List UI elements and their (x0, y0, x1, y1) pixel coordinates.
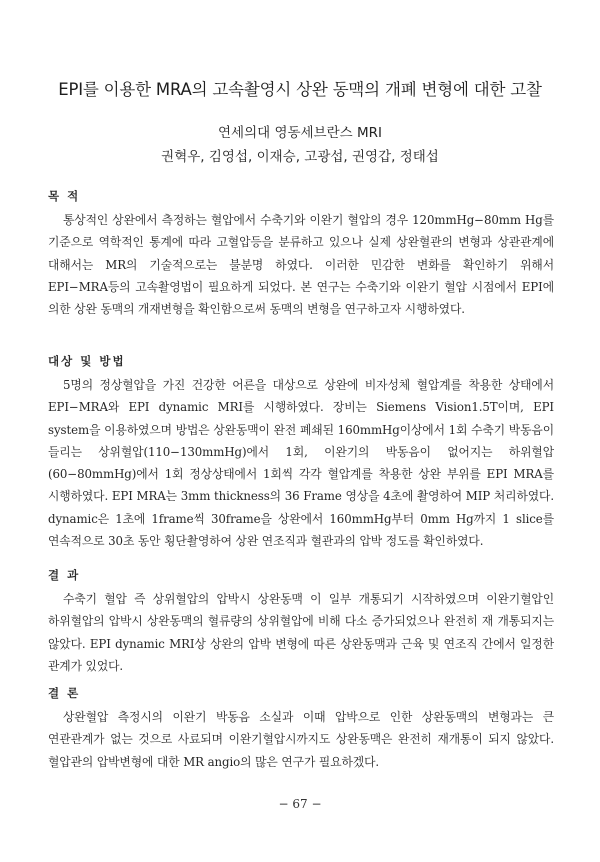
section-heading-methods: 대상 및 방법 (48, 354, 126, 368)
section-conclusion (48, 685, 554, 773)
section-body-purpose: 통상적인 상완에서 측정하는 혈압에서 수축기와 이완기 혈압의 경우 120mmHg−80mm Hg를 기준으로 역학적인 통계에 따라 고혈압등을 분류하고 있으나 실제 상완혈관의 변형과 상관관계에 대해서는 MR의 기술적으로는 불분명 하였다. 이러한 민감한 변화를 확인하기 위해서 EPI−MRA등의 고속촬영법이 필요하게 되었다. 본 연구는 수축기와 이완기 혈압 시점에서 EPI에 의한 상완 동맥의 개재변형을 확인함으로써 동맥의 변형을 연구하고자 시행하였다. (48, 213, 554, 317)
page-number: − 67 − (278, 797, 322, 811)
section-body-results: 수축기 혈압 즉 상위혈압의 압박시 상완동맥 이 일부 개통되기 시작하였으며 이완기혈압인 하위혈압의 압박시 상완동맥의 혈류량의 상위혈압에 비해 다소 증가되었으나 완전히 재 개통되지는 않았다. EPI dynamic MRI상 상완의 압박 변형에 따른 상완동맥과 근육 및 연조직 간에서 일정한 관계가 있었다. (48, 592, 554, 673)
section-body-methods: 5명의 정상혈압을 가진 건강한 어른을 대상으로 상완에 비자성체 혈압계를 착용한 상태에서 EPI−MRA와 EPI dynamic MRI를 시행하였다. 장비는 Siemens Vision1.5T이며, EPI system을 이용하였으며 방법은 상완동맥이 완전 폐쇄된 160mmHg이상에서 1회 수축기 박동음이 들리는 상위혈압(110−130mmHg)에서 1회, 이완기의 박동음이 없어지는 하위혈압(60−80mmHg)에서 1회 정상상태에서 1회씩 각각 혈압계를 착용한 상완 부위를 EPI MRA를 시행하였다. EPI MRA는 3mm thickness의 36 Frame 영상을 4초에 촬영하여 MIP 처리하였다. dynamic은 1초에 1frame씩 30frame을 상완에서 160mmHg부터 0mm Hg까지 1 slice를 연속적으로 30초 동안 횡단촬영하여 상완 연조직과 혈관과의 압박 정도를 확인하였다. (48, 378, 554, 549)
section-heading-purpose: 목 적 (48, 189, 81, 203)
affiliation: 연세의대 영동세브란스 MRI (217, 125, 382, 141)
author-list: 권혁우, 김영섭, 이재승, 고광섭, 권영갑, 정태섭 (161, 149, 439, 165)
section-heading-results: 결 과 (48, 568, 81, 582)
section-methods (48, 353, 554, 552)
paper-title: EPI를 이용한 MRA의 고속촬영시 상완 동맥의 개폐 변형에 대한 고찰 (58, 80, 542, 99)
section-purpose (48, 188, 554, 320)
section-results (48, 567, 554, 677)
section-body-conclusion: 상완혈압 측정시의 이완기 박동음 소실과 이때 압박으로 인한 상완동맥의 변형과는 큰 연관관계가 없는 것으로 사료되며 이완기혈압시까지도 상완동맥은 완전히 재개통이 되지 않았다. 혈압관의 압박변형에 대한 MR angio의 많은 연구가 필요하겠다. (48, 710, 554, 769)
section-heading-conclusion: 결 론 (48, 686, 81, 700)
